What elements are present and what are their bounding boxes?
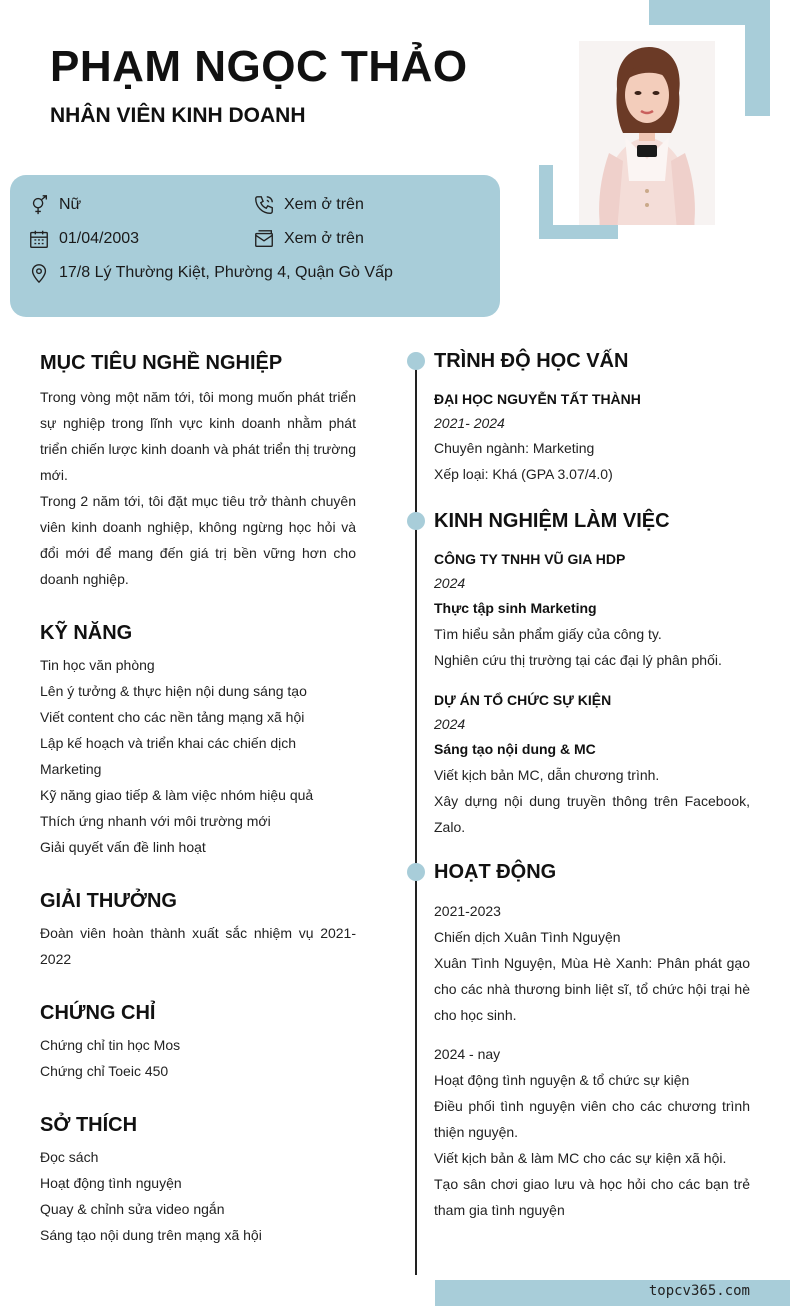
experience-section [434,508,750,840]
objective-paragraph: Trong 2 năm tới, tôi đặt mục tiêu trở thành chuyên viên kinh doanh nghiệp, không ngừng học hỏi và đổi mới để mang đến giá trị bền vững hơn cho doanh nghiệp. [40,493,356,587]
company-name: CÔNG TY TNHH VŨ GIA HDP [434,551,626,567]
contact-address [28,262,393,284]
hobby-item: Quay & chỉnh sửa video ngắn [40,1201,225,1217]
job-detail: Tìm hiểu sản phẩm giấy của công ty. [434,626,662,642]
activity-detail: Tạo sân chơi giao lưu và học hỏi cho các bạn trẻ tham gia tình nguyện [434,1176,750,1218]
skill-item: Lên ý tưởng & thực hiện nội dung sáng tạo [40,683,307,699]
skill-item: Viết content cho các nền tảng mạng xã hội [40,709,305,725]
decor-frame-right [745,0,770,116]
objective-title: MỤC TIÊU NGHỀ NGHIỆP [40,352,283,374]
contact-email [253,228,364,250]
address-value: 17/8 Lý Thường Kiệt, Phường 4, Quận Gò Vấp [59,264,393,281]
school-name: ĐẠI HỌC NGUYỄN TẤT THÀNH [434,391,641,407]
profile-photo [579,41,715,225]
gender-value: Nữ [59,196,82,213]
timeline-line [415,361,417,1275]
activity-years: 2021-2023 [434,903,501,919]
job-detail: Viết kịch bản MC, dẫn chương trình. [434,767,660,783]
education-years: 2021- 2024 [434,415,505,431]
job-years: 2024 [434,575,466,591]
contact-phone [253,194,364,216]
job-role: Sáng tạo nội dung & MC [434,741,596,757]
contact-dob [28,228,139,250]
activity-detail: Điều phối tình nguyện viên cho các chương trình thiện nguyện. [434,1098,750,1140]
job-years: 2024 [434,716,466,732]
activity-name: Hoạt động tình nguyện & tổ chức sự kiện [434,1072,690,1088]
phone-icon [253,194,275,216]
job-position: NHÂN VIÊN KINH DOANH [50,104,306,127]
phone-value[interactable]: Xem ở trên [284,196,364,213]
skill-item: Giải quyết vấn đề linh hoạt [40,839,206,855]
calendar-icon [28,228,50,250]
email-value[interactable]: Xem ở trên [284,230,364,247]
certificate-item: Chứng chỉ Toeic 450 [40,1063,169,1079]
location-pin-icon [28,262,50,284]
email-icon [253,228,275,250]
certificate-item: Chứng chỉ tin học Mos [40,1037,181,1053]
hobbies-list [40,1144,356,1248]
education-section [434,348,750,487]
activity-detail: Xuân Tình Nguyện, Mùa Hè Xanh: Phân phát gạo cho các nhà thương binh liệt sĩ, tổ chức hội trại hè cho học sinh. [434,955,750,1023]
activities-title: HOẠT ĐỘNG [434,861,557,883]
skills-title: KỸ NĂNG [40,622,133,644]
awards-list [40,920,356,972]
activity-name: Chiến dịch Xuân Tình Nguyện [434,929,621,945]
hobbies-title: SỞ THÍCH [40,1114,138,1136]
skill-item: Thích ứng nhanh với môi trường mới [40,813,271,829]
hobby-item: Hoạt động tình nguyện [40,1175,182,1191]
education-major: Chuyên ngành: Marketing [434,440,595,456]
footer-bar [435,1280,790,1306]
awards-title: GIẢI THƯỞNG [40,890,177,912]
education-title: TRÌNH ĐỘ HỌC VẤN [434,350,629,372]
objective-paragraph: Trong vòng một năm tới, tôi mong muốn phát triển sự nghiệp trong lĩnh vực kinh doanh nhằm phát triển chiến lược kinh doanh và phát triển thị trường mới. [40,389,356,483]
dob-value: 01/04/2003 [59,230,140,247]
company-name: DỰ ÁN TỔ CHỨC SỰ KIỆN [434,692,612,708]
job-role: Thực tập sinh Marketing [434,600,597,616]
timeline-dot [407,863,425,881]
skill-item: Lập kế hoạch và triển khai các chiến dịch Marketing [40,735,297,777]
activity-years: 2024 - nay [434,1046,501,1062]
decor-frame-bottom [539,225,618,239]
left-column [40,350,356,1248]
contact-info-box [10,175,500,317]
activity-detail: Viết kịch bản & làm MC cho các sự kiện xã hội. [434,1150,727,1166]
activity-entry [434,1041,750,1223]
contact-gender [28,194,81,216]
skills-list [40,652,356,860]
hobby-item: Đọc sách [40,1149,99,1165]
objective-section [40,384,356,592]
timeline-dot [407,512,425,530]
certificates-list [40,1032,356,1084]
experience-job [434,688,750,840]
education-grade: Xếp loại: Khá (GPA 3.07/4.0) [434,466,613,482]
job-detail: Xây dựng nội dung truyền thông trên Facebook, Zalo. [434,793,750,835]
activities-section [434,859,750,1223]
skill-item: Tin học văn phòng [40,657,155,673]
timeline-dot [407,352,425,370]
gender-icon [28,194,50,216]
award-item: Đoàn viên hoàn thành xuất sắc nhiệm vụ 2021-2022 [40,925,356,967]
certificates-title: CHỨNG CHỈ [40,1002,156,1024]
watermark-text: topcv365.com [648,1283,750,1299]
job-detail: Nghiên cứu thị trường tại các đại lý phân phối. [434,652,722,668]
activity-entry [434,898,750,1028]
experience-title: KINH NGHIỆM LÀM VIỆC [434,510,670,532]
hobby-item: Sáng tạo nội dung trên mạng xã hội [40,1227,262,1243]
skill-item: Kỹ năng giao tiếp & làm việc nhóm hiệu quả [40,787,314,803]
experience-job [434,547,750,673]
candidate-name: PHẠM NGỌC THẢO [50,42,468,91]
